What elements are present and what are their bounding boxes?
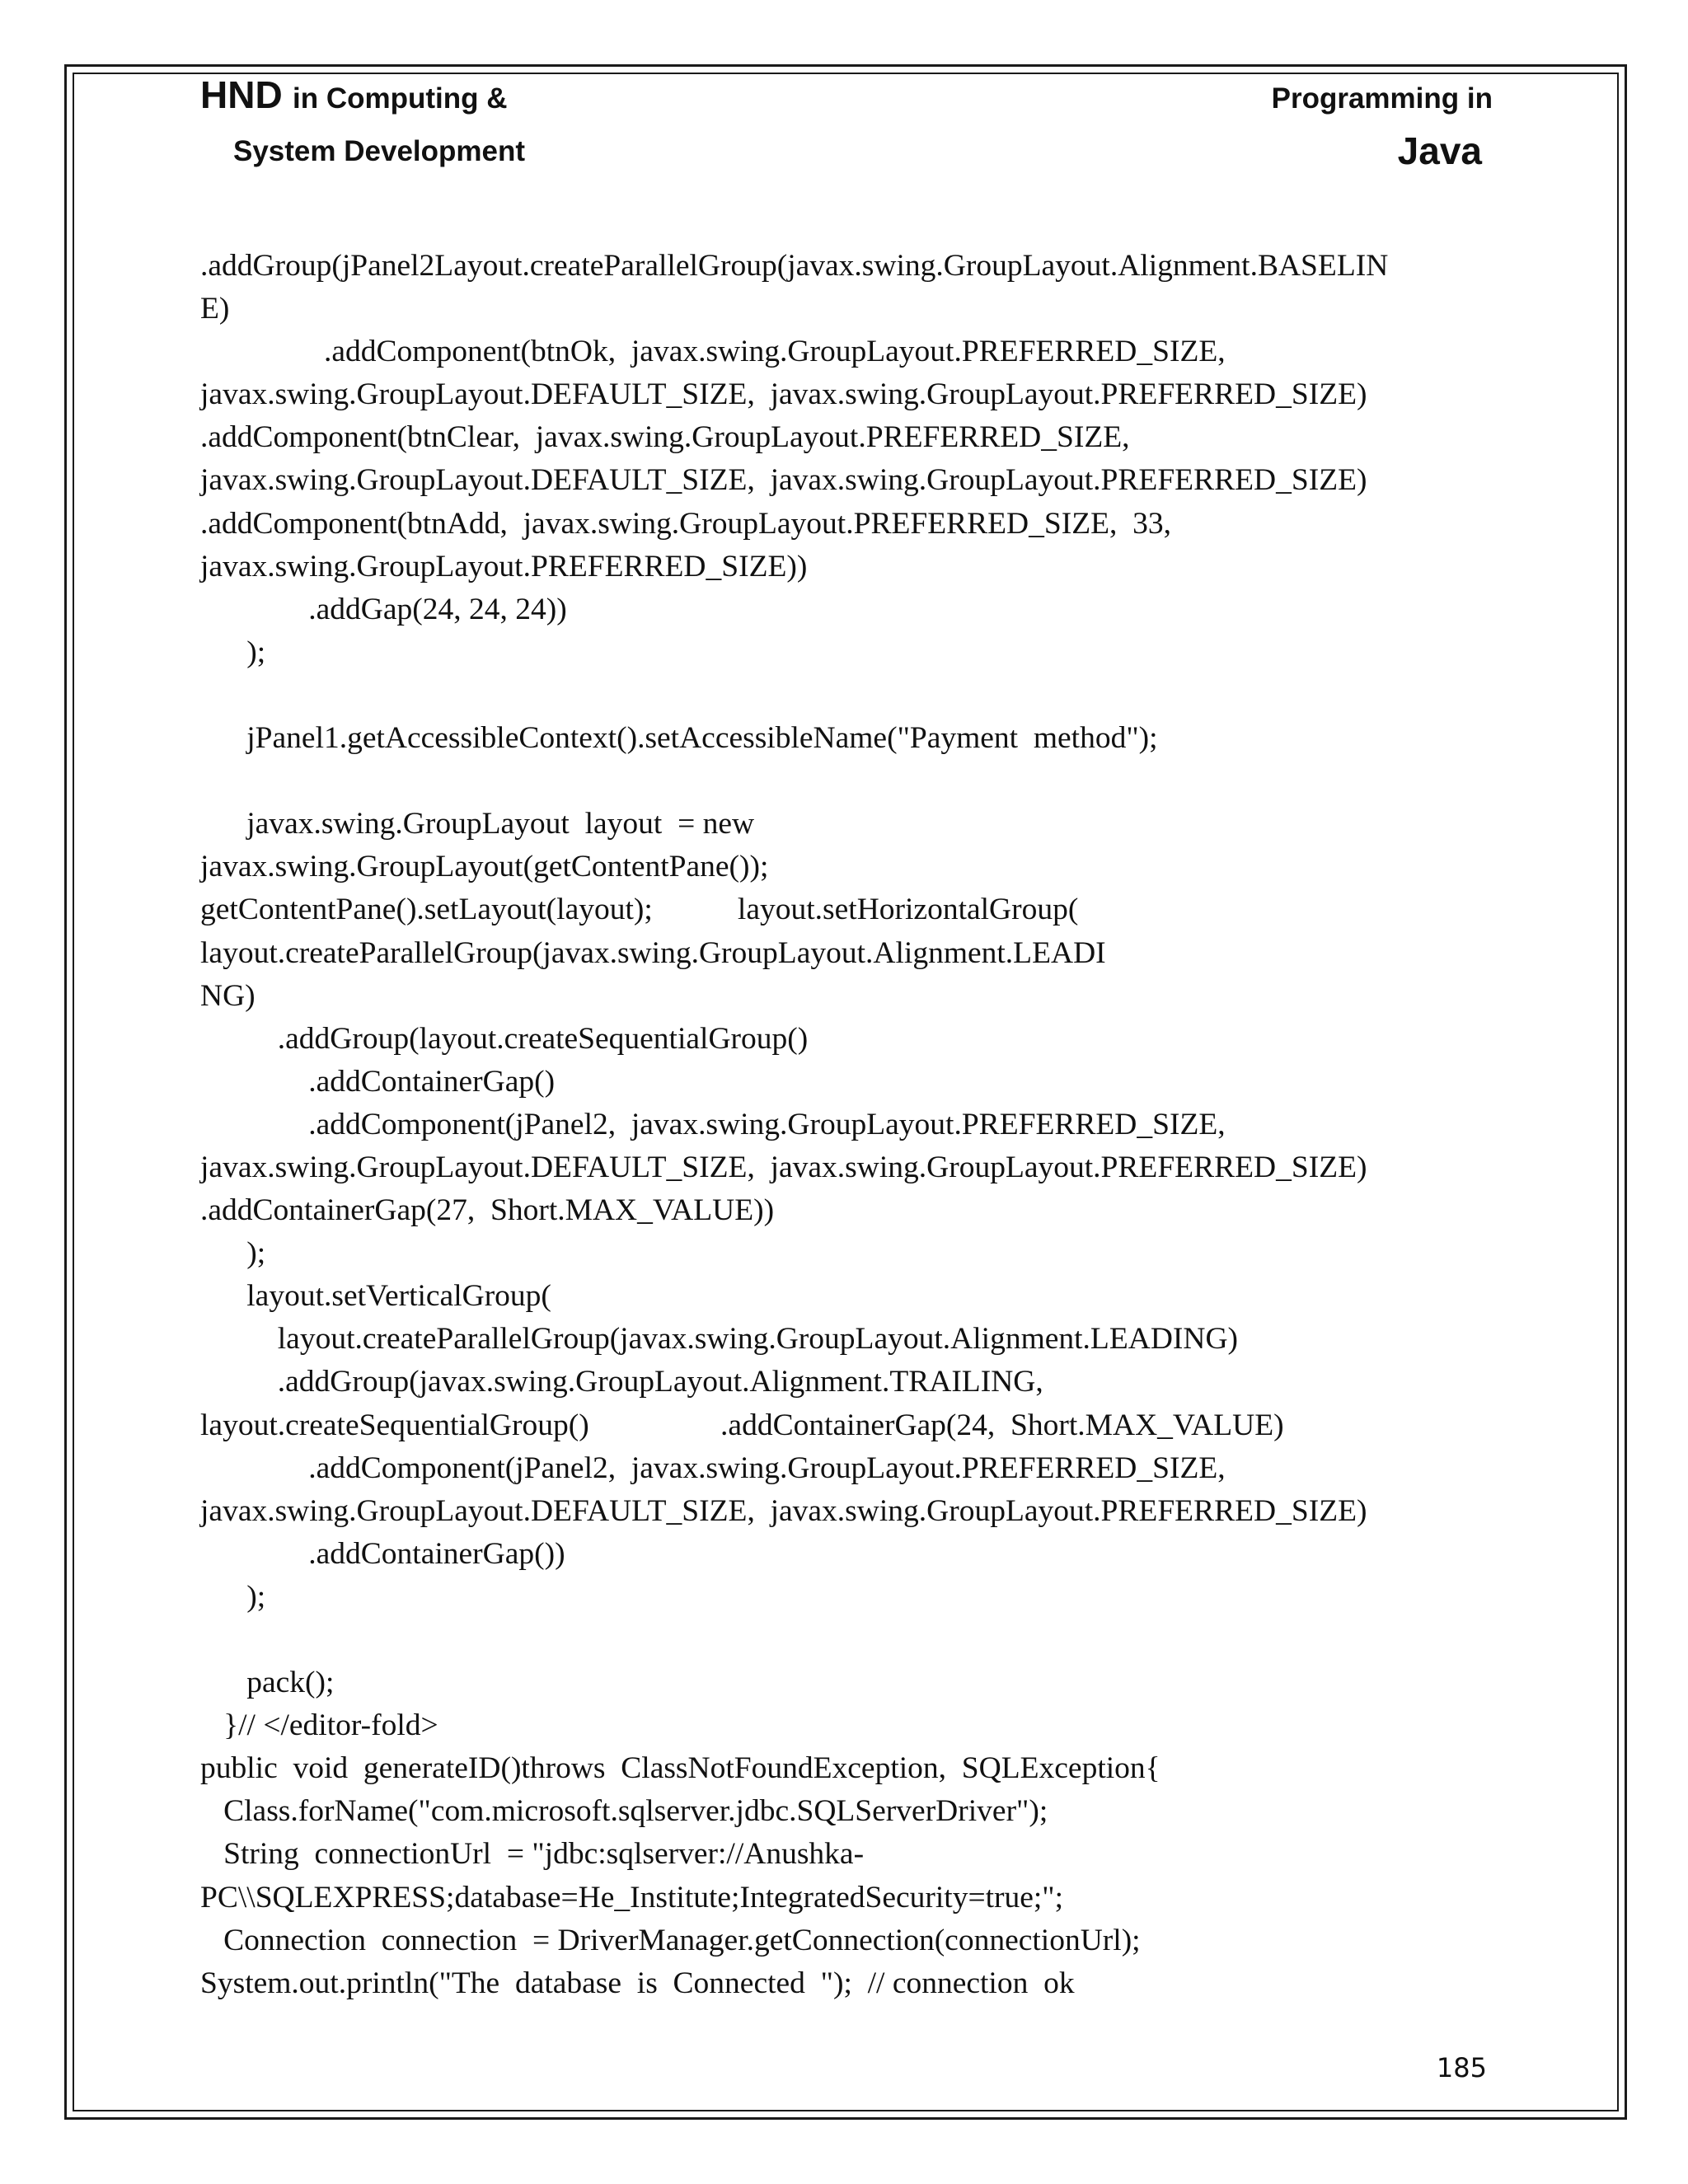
code-line: Connection connection = DriverManager.getConnection(connectionUrl); bbox=[200, 1923, 1141, 1957]
code-line: .addGap(24, 24, 24)) bbox=[200, 592, 567, 626]
code-line: layout.createParallelGroup(javax.swing.GroupLayout.Alignment.LEADI bbox=[200, 935, 1106, 970]
code-line: javax.swing.GroupLayout.DEFAULT_SIZE, javax.swing.GroupLayout.PREFERRED_SIZE) bbox=[200, 1493, 1367, 1528]
code-line: .addGroup(javax.swing.GroupLayout.Alignment.TRAILING, bbox=[200, 1365, 1043, 1399]
code-line: }// </editor-fold> bbox=[200, 1708, 438, 1743]
code-line: ); bbox=[200, 1579, 266, 1614]
header-programming-in: Programming in bbox=[1271, 82, 1493, 115]
code-line: getContentPane().setLayout(layout); layout.setHorizontalGroup( bbox=[200, 893, 1079, 927]
code-line: javax.swing.GroupLayout.DEFAULT_SIZE, javax.swing.GroupLayout.PREFERRED_SIZE) bbox=[200, 463, 1367, 498]
code-line: .addComponent(btnOk, javax.swing.GroupLayout.PREFERRED_SIZE, bbox=[200, 335, 1226, 369]
code-line: PC\\SQLEXPRESS;database=He_Institute;IntegratedSecurity=true;"; bbox=[200, 1880, 1064, 1915]
code-line: .addGroup(layout.createSequentialGroup() bbox=[200, 1021, 809, 1056]
header-hnd: HND bbox=[200, 73, 283, 116]
header-java: Java bbox=[1397, 129, 1482, 172]
code-line bbox=[200, 760, 1486, 803]
code-line: javax.swing.GroupLayout layout = new bbox=[200, 807, 755, 841]
code-line: javax.swing.GroupLayout(getContentPane()); bbox=[200, 850, 769, 884]
code-line: layout.createSequentialGroup() .addContainerGap(24, Short.MAX_VALUE) bbox=[200, 1408, 1284, 1442]
code-line: ); bbox=[200, 635, 266, 669]
code-listing bbox=[200, 245, 1486, 2005]
code-line: .addComponent(jPanel2, javax.swing.GroupLayout.PREFERRED_SIZE, bbox=[200, 1107, 1226, 1141]
code-line: .addComponent(jPanel2, javax.swing.GroupLayout.PREFERRED_SIZE, bbox=[200, 1451, 1226, 1485]
code-line: .addContainerGap() bbox=[200, 1064, 556, 1099]
code-line: layout.setVerticalGroup( bbox=[200, 1279, 551, 1314]
code-line: .addGroup(jPanel2Layout.createParallelGroup(javax.swing.GroupLayout.Alignment.BASELIN bbox=[200, 249, 1389, 283]
code-line bbox=[200, 674, 1486, 717]
code-line: E) bbox=[200, 292, 230, 326]
header-system-development: System Development bbox=[233, 135, 526, 167]
code-line: javax.swing.GroupLayout.DEFAULT_SIZE, javax.swing.GroupLayout.PREFERRED_SIZE) bbox=[200, 1150, 1367, 1184]
code-line: NG) bbox=[200, 978, 256, 1013]
code-line: .addContainerGap()) bbox=[200, 1536, 565, 1571]
code-line: ); bbox=[200, 1236, 266, 1271]
code-line: layout.createParallelGroup(javax.swing.GroupLayout.Alignment.LEADING) bbox=[200, 1322, 1239, 1357]
code-line: javax.swing.GroupLayout.PREFERRED_SIZE)) bbox=[200, 549, 808, 583]
code-line: Class.forName("com.microsoft.sqlserver.jdbc.SQLServerDriver"); bbox=[200, 1794, 1048, 1829]
code-line: .addComponent(btnClear, javax.swing.GroupLayout.PREFERRED_SIZE, bbox=[200, 420, 1130, 455]
code-line: pack(); bbox=[200, 1666, 335, 1700]
code-line: javax.swing.GroupLayout.DEFAULT_SIZE, javax.swing.GroupLayout.PREFERRED_SIZE) bbox=[200, 377, 1367, 412]
code-line bbox=[200, 1619, 1486, 1661]
code-line: System.out.println("The database is Connected "); // connection ok bbox=[200, 1966, 1075, 2000]
code-line: String connectionUrl = "jdbc:sqlserver://Anushka- bbox=[200, 1837, 865, 1872]
page-number: 185 bbox=[1436, 2052, 1487, 2083]
code-line: .addComponent(btnAdd, javax.swing.GroupLayout.PREFERRED_SIZE, 33, bbox=[200, 506, 1172, 541]
code-line: jPanel1.getAccessibleContext().setAccessibleName("Payment method"); bbox=[200, 721, 1158, 756]
header-in-computing: in Computing & bbox=[293, 82, 508, 115]
code-line: public void generateID()throws ClassNotFoundException, SQLException{ bbox=[200, 1751, 1160, 1786]
code-line: .addContainerGap(27, Short.MAX_VALUE)) bbox=[200, 1193, 775, 1228]
